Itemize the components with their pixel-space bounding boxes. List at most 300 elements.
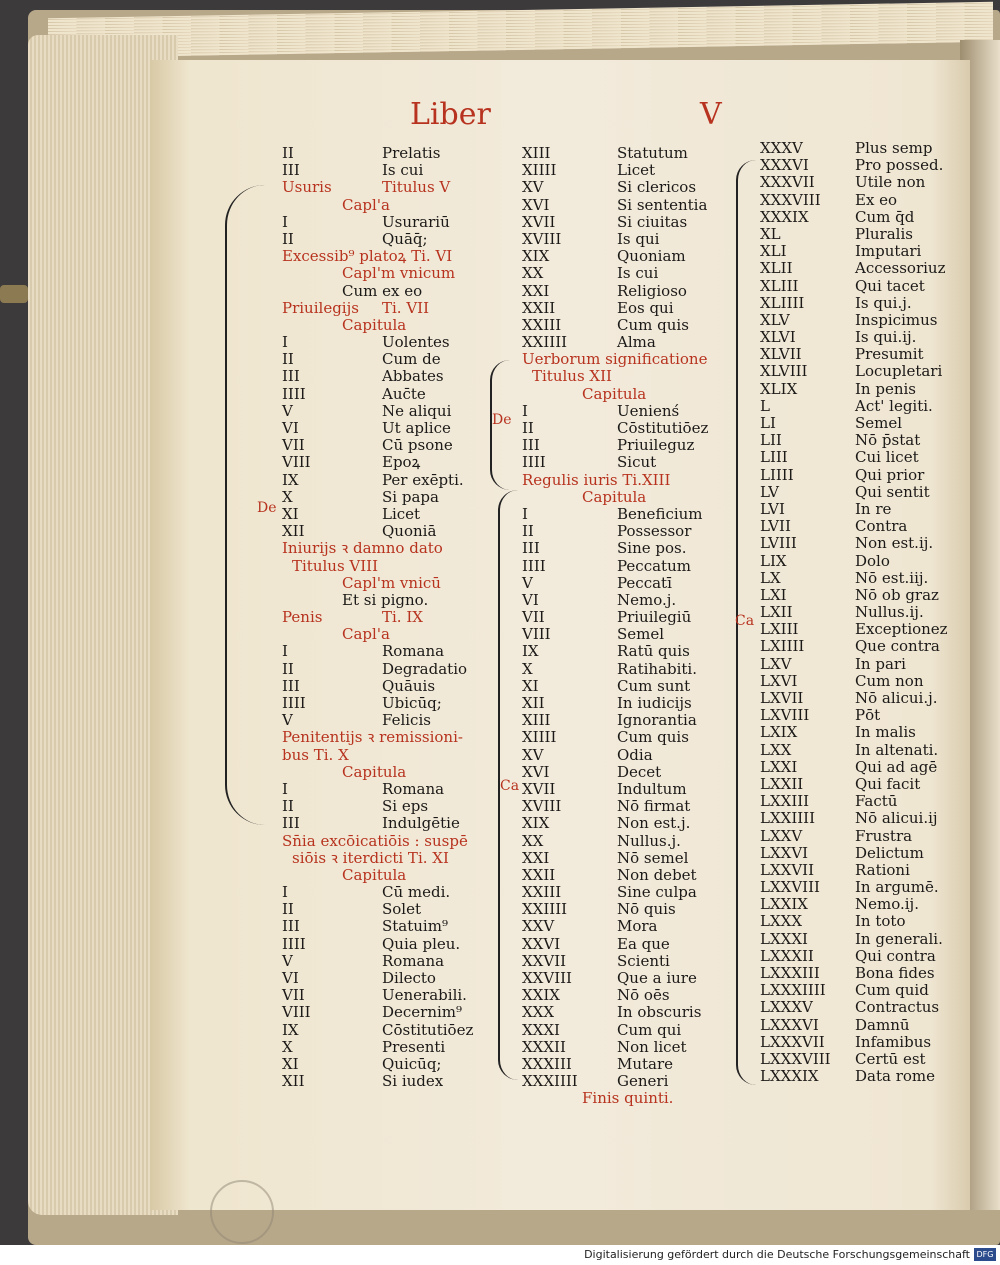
chapter-number: XXIII bbox=[522, 883, 562, 902]
chapter-incipit: Nullus.j. bbox=[617, 831, 681, 850]
chapter-number: III bbox=[282, 676, 300, 695]
chapter-incipit: Quia pleu. bbox=[382, 934, 461, 953]
index-entry bbox=[522, 609, 708, 626]
chapter-incipit: Factū bbox=[855, 792, 898, 811]
index-entry bbox=[282, 351, 473, 368]
index-entry bbox=[282, 918, 473, 935]
chapter-number: LX bbox=[760, 568, 781, 587]
index-entry bbox=[522, 351, 708, 368]
chapter-incipit: Bona fides bbox=[855, 964, 935, 982]
chapter-number: III bbox=[282, 917, 300, 936]
chapter-incipit: Prelatis bbox=[382, 144, 441, 162]
index-entry bbox=[522, 1056, 708, 1073]
chapter-incipit: Cum de bbox=[382, 350, 441, 369]
index-entry bbox=[282, 489, 473, 506]
chapter-incipit: Scienti bbox=[617, 951, 670, 970]
index-entry bbox=[522, 368, 708, 385]
index-entry bbox=[522, 643, 708, 660]
index-entry bbox=[282, 472, 473, 489]
chapter-number: LXXVI bbox=[760, 843, 809, 862]
index-entry bbox=[760, 673, 948, 690]
rubric-heading: Sn̄ia excōicatiōis : suspē bbox=[282, 831, 468, 850]
index-entry bbox=[522, 248, 708, 265]
rubric-heading: Capitula bbox=[582, 487, 647, 506]
chapter-incipit: Non est.j. bbox=[617, 814, 691, 833]
chapter-number: LXXXIX bbox=[760, 1067, 819, 1086]
index-entry bbox=[282, 850, 473, 867]
chapter-number: XLV bbox=[760, 310, 790, 329]
chapter-incipit: Accessoriuz bbox=[855, 259, 946, 278]
chapter-incipit: Ea que bbox=[617, 934, 670, 953]
index-entry bbox=[760, 484, 948, 501]
chapter-number: XLVIII bbox=[760, 362, 808, 381]
chapter-number: III bbox=[282, 367, 300, 386]
index-entry bbox=[522, 540, 708, 557]
index-entry bbox=[282, 334, 473, 351]
chapter-incipit: Peccatī bbox=[617, 573, 672, 592]
chapter-number: LXXVII bbox=[760, 860, 815, 879]
chapter-incipit: Contractus bbox=[855, 998, 940, 1017]
index-entry bbox=[522, 317, 708, 334]
chapter-incipit: Cum sunt bbox=[617, 676, 691, 695]
chapter-number: LVI bbox=[760, 499, 785, 518]
index-entry bbox=[760, 260, 948, 277]
chapter-incipit: Usurariū bbox=[382, 212, 450, 231]
chapter-number: XXVIII bbox=[522, 969, 572, 987]
chapter-incipit: Romana bbox=[382, 951, 445, 970]
rubric-heading: bus Ti. X bbox=[282, 745, 349, 764]
chapter-incipit: Rationi bbox=[855, 860, 910, 879]
index-entry bbox=[760, 776, 948, 793]
chapter-incipit: Nō semel bbox=[617, 848, 689, 867]
index-entry bbox=[760, 690, 948, 707]
index-entry bbox=[522, 764, 708, 781]
chapter-number: LXX bbox=[760, 740, 792, 759]
index-entry bbox=[522, 918, 708, 935]
chapter-number: LXII bbox=[760, 603, 793, 622]
index-entry bbox=[522, 283, 708, 300]
chapter-incipit: Non est.ij. bbox=[855, 534, 934, 553]
chapter-number: LXIIII bbox=[760, 637, 805, 656]
index-entry bbox=[282, 833, 473, 850]
chapter-number: XLII bbox=[760, 259, 793, 278]
index-entry bbox=[522, 179, 708, 196]
index-entry bbox=[282, 781, 473, 798]
footer-bar bbox=[0, 1245, 1000, 1265]
chapter-number: III bbox=[282, 161, 300, 180]
chapter-number: LXXV bbox=[760, 826, 803, 845]
chapter-number: LXXIX bbox=[760, 895, 808, 914]
chapter-number: II bbox=[282, 797, 294, 816]
index-entry bbox=[522, 987, 708, 1004]
chapter-incipit: Pluralis bbox=[855, 224, 913, 243]
index-entry bbox=[282, 1073, 473, 1090]
chapter-number: LXXIII bbox=[760, 792, 810, 811]
index-entry bbox=[282, 712, 473, 729]
chapter-number: XXIII bbox=[522, 315, 562, 334]
index-entry bbox=[522, 592, 708, 609]
chapter-number: XIIII bbox=[522, 728, 557, 747]
chapter-incipit: Si sententia bbox=[617, 195, 708, 214]
chapter-incipit: Presumit bbox=[855, 345, 924, 364]
chapter-incipit: Si ciuitas bbox=[617, 212, 688, 231]
chapter-incipit: Cū medi. bbox=[382, 883, 451, 902]
index-entry bbox=[522, 334, 708, 351]
index-entry bbox=[522, 145, 708, 162]
chapter-number: LXVIII bbox=[760, 706, 810, 725]
chapter-number: III bbox=[282, 814, 300, 833]
chapter-number: LXXXV bbox=[760, 998, 813, 1017]
index-entry bbox=[282, 678, 473, 695]
index-entry bbox=[282, 1004, 473, 1021]
chapter-incipit: Degradatio bbox=[382, 659, 468, 678]
chapter-number: XXVI bbox=[522, 934, 561, 953]
chapter-number: XXXV bbox=[760, 139, 803, 157]
chapter-number: LXXXVIII bbox=[760, 1049, 831, 1068]
chapter-number: VI bbox=[282, 419, 299, 437]
chapter-number: X bbox=[282, 487, 293, 506]
title-heading: Usuris bbox=[282, 178, 332, 197]
chapter-incipit: Statutum bbox=[617, 144, 688, 162]
chapter-incipit: Semel bbox=[855, 414, 903, 432]
index-entry bbox=[760, 140, 948, 157]
chapter-incipit: Nō alicui.ij bbox=[855, 809, 938, 828]
chapter-incipit: Ne aliqui bbox=[382, 401, 452, 420]
chapter-incipit: Beneficium bbox=[617, 504, 703, 523]
chapter-number: XVI bbox=[522, 195, 550, 214]
chapter-number: XII bbox=[282, 522, 305, 541]
chapter-number: XXII bbox=[522, 298, 556, 317]
index-entry bbox=[522, 1039, 708, 1056]
index-entry bbox=[282, 300, 473, 317]
title-number: Titulus V bbox=[382, 178, 451, 197]
chapter-number: VIII bbox=[282, 453, 311, 472]
index-entry bbox=[282, 214, 473, 231]
index-entry bbox=[760, 518, 948, 535]
index-entry bbox=[760, 810, 948, 827]
chapter-incipit: Is cui bbox=[617, 264, 659, 283]
chapter-number: VII bbox=[282, 986, 305, 1005]
index-entry bbox=[760, 501, 948, 518]
chapter-incipit: Qui facit bbox=[855, 774, 921, 793]
chapter-incipit: Act' legiti. bbox=[855, 396, 933, 415]
index-entry bbox=[760, 312, 948, 329]
chapter-incipit: Licet bbox=[382, 504, 421, 523]
index-entry bbox=[282, 970, 473, 987]
index-entry bbox=[282, 798, 473, 815]
index-entry bbox=[522, 781, 708, 798]
index-entry bbox=[522, 558, 708, 575]
chapter-incipit: Decet bbox=[617, 762, 662, 781]
chapter-incipit: Ignorantia bbox=[617, 711, 697, 730]
index-entry bbox=[282, 197, 473, 214]
index-entry bbox=[522, 901, 708, 918]
chapter-incipit: Data rome bbox=[855, 1067, 936, 1086]
index-entry bbox=[522, 575, 708, 592]
index-entry bbox=[760, 913, 948, 930]
chapter-number: II bbox=[282, 350, 294, 369]
chapter-incipit: Imputari bbox=[855, 242, 922, 261]
chapter-number: V bbox=[282, 401, 293, 420]
index-entry bbox=[282, 764, 473, 781]
chapter-incipit: Inspicimus bbox=[855, 310, 938, 329]
chapter-number: XXXII bbox=[522, 1037, 566, 1056]
chapter-number: XXXIII bbox=[522, 1054, 572, 1073]
index-entry bbox=[760, 329, 948, 346]
chapter-incipit: Nō est.iij. bbox=[855, 568, 929, 587]
chapter-number: VIII bbox=[282, 1003, 311, 1022]
chapter-number: XII bbox=[522, 694, 545, 712]
chapter-incipit: Cōstitutiōez bbox=[382, 1020, 474, 1039]
chapter-number: XXXIIII bbox=[522, 1072, 578, 1091]
index-entry bbox=[760, 467, 948, 484]
index-entry bbox=[760, 724, 948, 741]
index-entry bbox=[522, 403, 708, 420]
chapter-incipit: Uenerabili. bbox=[382, 986, 467, 1005]
index-entry bbox=[522, 1022, 708, 1039]
chapter-incipit: Utile non bbox=[855, 173, 926, 192]
chapter-incipit: Generi bbox=[617, 1072, 669, 1091]
index-entry bbox=[282, 523, 473, 540]
chapter-number: XII bbox=[282, 1072, 305, 1091]
chapter-incipit: Semel bbox=[617, 625, 665, 644]
chapter-number: XX bbox=[522, 831, 544, 850]
chapter-incipit: Ex eo bbox=[855, 190, 898, 209]
chapter-number: LXVI bbox=[760, 671, 798, 690]
index-entry bbox=[760, 278, 948, 295]
index-entry bbox=[760, 999, 948, 1016]
chapter-number: II bbox=[522, 522, 534, 541]
chapter-incipit: Eos qui bbox=[617, 298, 674, 317]
chapter-number: I bbox=[522, 504, 528, 523]
chapter-incipit: Ubicūq; bbox=[382, 694, 442, 712]
index-entry bbox=[760, 948, 948, 965]
chapter-incipit: Odia bbox=[617, 745, 653, 764]
rubric-heading: Capl'm vnicum bbox=[342, 264, 456, 283]
chapter-incipit: Qui prior bbox=[855, 465, 925, 484]
index-entry bbox=[522, 661, 708, 678]
index-entry bbox=[282, 386, 473, 403]
chapter-number: XLI bbox=[760, 242, 787, 261]
chapter-incipit: In toto bbox=[855, 912, 906, 931]
chapter-number: XXIX bbox=[522, 986, 560, 1005]
chapter-incipit: Auc̄te bbox=[382, 384, 426, 403]
index-entry bbox=[282, 609, 473, 626]
chapter-incipit: Nemo.j. bbox=[617, 590, 677, 609]
chapter-number: VII bbox=[522, 608, 545, 627]
index-entry bbox=[760, 174, 948, 191]
index-entry bbox=[522, 231, 708, 248]
running-head-book-number: V bbox=[700, 97, 722, 132]
index-entry bbox=[760, 535, 948, 552]
chapter-incipit: Ut aplice bbox=[382, 419, 451, 437]
title-heading: Priuilegijs bbox=[282, 298, 359, 317]
index-entry bbox=[760, 209, 948, 226]
chapter-number: LXIX bbox=[760, 723, 798, 742]
chapter-incipit: Romana bbox=[382, 779, 445, 798]
index-entry bbox=[760, 1017, 948, 1034]
chapter-number: XXIIII bbox=[522, 333, 568, 352]
page-block-top-edge bbox=[48, 2, 993, 58]
chapter-incipit: Cum ex eo bbox=[342, 281, 423, 300]
chapter-number: I bbox=[282, 779, 288, 798]
chapter-number: IIII bbox=[282, 694, 306, 712]
index-entry bbox=[282, 901, 473, 918]
chapter-number: XI bbox=[522, 676, 539, 695]
chapter-incipit: Sicut bbox=[617, 453, 657, 472]
chapter-number: XI bbox=[282, 504, 299, 523]
index-entry bbox=[282, 953, 473, 970]
index-entry bbox=[282, 987, 473, 1004]
chapter-incipit: In altenati. bbox=[855, 740, 939, 759]
chapter-incipit: Cum quis bbox=[617, 315, 689, 334]
chapter-number: I bbox=[522, 401, 528, 420]
index-entry bbox=[760, 965, 948, 982]
chapter-number: I bbox=[282, 212, 288, 231]
index-entry bbox=[760, 346, 948, 363]
chapter-number: IX bbox=[282, 1020, 299, 1039]
index-entry bbox=[522, 815, 708, 832]
index-entry bbox=[760, 553, 948, 570]
chapter-incipit: Solet bbox=[382, 900, 422, 919]
chapter-number: I bbox=[282, 883, 288, 902]
index-entry bbox=[282, 1039, 473, 1056]
chapter-number: XI bbox=[282, 1054, 299, 1073]
index-entry bbox=[282, 884, 473, 901]
chapter-number: II bbox=[522, 419, 534, 437]
chapter-incipit: Cum quis bbox=[617, 728, 689, 747]
rubric-heading: siōis ꝛ iterdicti Ti. XI bbox=[292, 848, 449, 867]
chapter-incipit: Cum non bbox=[855, 671, 924, 690]
chapter-incipit: Ratū quis bbox=[617, 642, 690, 661]
rubric-heading: Regulis iuris Ti.XIII bbox=[522, 470, 671, 489]
chapter-number: III bbox=[522, 436, 540, 455]
chapter-incipit: Exceptionez bbox=[855, 620, 948, 639]
chapter-number: XV bbox=[522, 178, 544, 197]
index-entry bbox=[760, 363, 948, 380]
index-entry bbox=[760, 879, 948, 896]
index-entry bbox=[522, 850, 708, 867]
chapter-number: V bbox=[282, 711, 293, 730]
index-entry bbox=[760, 896, 948, 913]
chapter-incipit: Delictum bbox=[855, 843, 924, 862]
chapter-incipit: Locupletari bbox=[855, 362, 943, 381]
index-entry bbox=[282, 815, 473, 832]
index-entry bbox=[760, 621, 948, 638]
chapter-number: LIX bbox=[760, 551, 787, 570]
index-column-2 bbox=[522, 145, 708, 1108]
chapter-incipit: Indulgētie bbox=[382, 814, 460, 833]
chapter-incipit: Cum quid bbox=[855, 981, 929, 1000]
rubric-heading: Penitentijs ꝛ remissioni- bbox=[282, 728, 463, 747]
index-entry bbox=[760, 570, 948, 587]
chapter-incipit: Priuilegiū bbox=[617, 608, 692, 627]
index-column-3 bbox=[760, 140, 948, 1085]
chapter-incipit: Nō ob graz bbox=[855, 585, 939, 604]
chapter-incipit: Sine pos. bbox=[617, 539, 687, 558]
index-entry bbox=[522, 678, 708, 695]
index-entry bbox=[522, 729, 708, 746]
index-entry bbox=[282, 145, 473, 162]
rubric-heading: Titulus XII bbox=[532, 367, 612, 386]
chapter-incipit: Qui tacet bbox=[855, 276, 925, 295]
chapter-number: V bbox=[282, 951, 293, 970]
chapter-incipit: Sine culpa bbox=[617, 883, 697, 902]
chapter-incipit: In argumē. bbox=[855, 878, 939, 897]
chapter-incipit: Plus semp bbox=[855, 139, 933, 157]
margin-mark-de-1: De bbox=[257, 500, 277, 516]
chapter-number: VI bbox=[522, 590, 539, 609]
chapter-incipit: Frustra bbox=[855, 826, 913, 845]
chapter-incipit: In penis bbox=[855, 379, 916, 398]
chapter-number: XXVII bbox=[522, 951, 567, 970]
chapter-number: II bbox=[282, 659, 294, 678]
index-entry bbox=[760, 1068, 948, 1085]
chapter-number: XVII bbox=[522, 212, 556, 231]
chapter-number: XXX bbox=[522, 1003, 555, 1022]
title-number: Ti. IX bbox=[382, 608, 423, 627]
chapter-incipit: Que contra bbox=[855, 637, 940, 656]
index-entry bbox=[522, 437, 708, 454]
index-entry bbox=[282, 867, 473, 884]
index-entry bbox=[282, 558, 473, 575]
index-entry bbox=[760, 295, 948, 312]
chapter-number: XVIII bbox=[522, 797, 562, 816]
margin-mark-ca-2: Ca bbox=[735, 613, 755, 629]
chapter-incipit: Nō oēs bbox=[617, 986, 670, 1005]
chapter-number: XX bbox=[522, 264, 544, 283]
clasp-strap bbox=[0, 285, 28, 303]
title-heading: Penis bbox=[282, 608, 323, 627]
index-entry bbox=[282, 265, 473, 282]
chapter-incipit: Si papa bbox=[382, 487, 439, 506]
chapter-incipit: Nullus.ij. bbox=[855, 603, 924, 622]
index-entry bbox=[760, 845, 948, 862]
chapter-incipit: Quicūq; bbox=[382, 1054, 442, 1073]
index-entry bbox=[522, 1073, 708, 1090]
margin-mark-de-2: De bbox=[492, 412, 512, 428]
chapter-incipit: Nō alicui.j. bbox=[855, 689, 938, 707]
rubric-heading: Excessib⁹ platoꝝ Ti. VI bbox=[282, 247, 453, 266]
chapter-incipit: Nō quis bbox=[617, 900, 676, 919]
library-stamp bbox=[210, 1180, 274, 1244]
index-entry bbox=[760, 931, 948, 948]
index-entry bbox=[522, 747, 708, 764]
chapter-incipit: Priuileguz bbox=[617, 436, 695, 455]
chapter-incipit: Cum qui bbox=[617, 1020, 682, 1039]
chapter-number: XVII bbox=[522, 779, 556, 798]
chapter-number: VIII bbox=[522, 625, 551, 644]
index-entry bbox=[760, 587, 948, 604]
index-entry bbox=[760, 1034, 948, 1051]
index-entry bbox=[760, 381, 948, 398]
chapter-number: LV bbox=[760, 482, 780, 501]
chapter-number: VI bbox=[282, 969, 299, 987]
chapter-incipit: Ratihabiti. bbox=[617, 659, 698, 678]
chapter-number: XXXVII bbox=[760, 173, 815, 192]
chapter-number: XXXVI bbox=[760, 156, 809, 175]
index-entry bbox=[522, 386, 708, 403]
chapter-number: XXI bbox=[522, 281, 550, 300]
index-entry bbox=[760, 862, 948, 879]
rubric-heading: Capitula bbox=[582, 384, 647, 403]
chapter-number: I bbox=[282, 333, 288, 352]
chapter-incipit: Si clericos bbox=[617, 178, 697, 197]
chapter-number: XLIII bbox=[760, 276, 799, 295]
index-entry bbox=[760, 432, 948, 449]
rubric-heading: Uerborum significatione bbox=[522, 350, 708, 369]
chapter-number: XLIIII bbox=[760, 293, 805, 312]
